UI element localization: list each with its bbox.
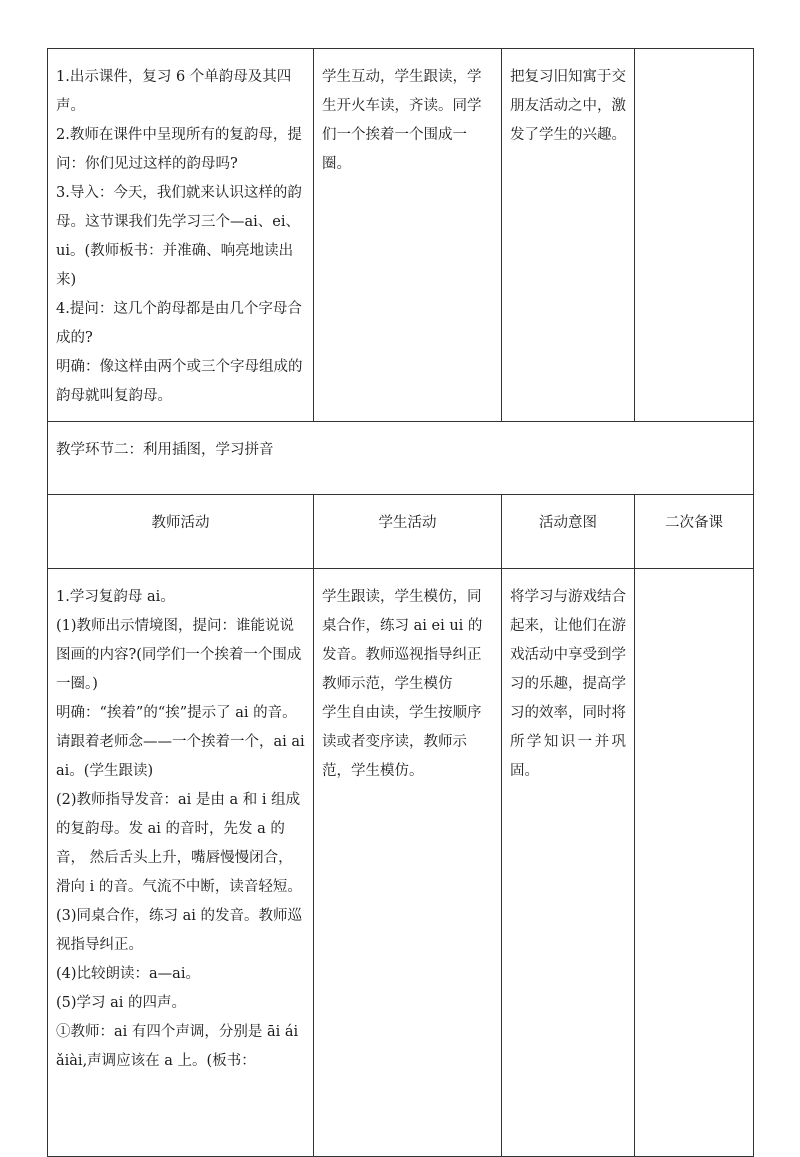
section1-teacher-line: 明确：像这样由两个或三个字母组成的韵母就叫复韵母。 <box>56 359 303 404</box>
section2-teacher-line: 1.学习复韵母 ai。 <box>56 589 175 605</box>
section2-title-row <box>48 422 754 495</box>
section2-student-activity-cell <box>314 569 502 1157</box>
section1-student-text: 学生互动，学生跟读，学生开火车读，齐读。同学们一个挨着一个围成一圈。 <box>322 69 482 172</box>
section2-teacher-line: 明确：“挨着”的“挨”提示了 ai 的音。请跟着老师念——一个挨着一个，ai ai ai。(学生跟读) <box>56 705 305 779</box>
section2-teacher-line: (4)比较朗读：a—ai。 <box>56 966 200 982</box>
section1-row <box>48 49 754 422</box>
header-student-activity: 学生活动 <box>314 495 502 569</box>
section2-title: 教学环节二：利用插图，学习拼音 <box>56 442 274 458</box>
lesson-plan-page <box>47 48 753 1157</box>
section2-student-line: 学生自由读，学生按顺序读或者变序读，教师示范，学生模仿。 <box>322 705 482 779</box>
column-header-row <box>48 495 754 569</box>
section2-intent-cell <box>502 569 635 1157</box>
section2-notes-cell <box>635 569 754 1157</box>
header-teacher-activity: 教师活动 <box>48 495 314 569</box>
section2-teacher-line: (3)同桌合作，练习 ai 的发音。教师巡视指导纠正。 <box>56 908 303 953</box>
section1-teacher-line: 2.教师在课件中呈现所有的复韵母，提问：你们见过这样的韵母吗? <box>56 127 302 172</box>
section2-student-line: 学生跟读，学生模仿，同桌合作，练习 ai ei ui 的发音。教师巡视指导纠正 教师示范，学生模仿 <box>322 589 483 692</box>
header-intent: 活动意图 <box>502 495 635 569</box>
section2-teacher-line: (2)教师指导发音：ai 是由 a 和 i 组成的复韵母。发 ai 的音时，先发 a 的音， 然后舌头上升，嘴唇慢慢闭合，滑向 i 的音。气流不中断，读音轻短。 <box>56 792 302 895</box>
section1-intent-text: 把复习旧知寓于交朋友活动之中，激发了学生的兴趣。 <box>510 69 626 143</box>
section2-teacher-line: (1)教师出示情境图，提问：谁能说说图画的内容?(同学们一个挨着一个围成一圈。) <box>56 618 302 692</box>
section1-teacher-line: 4.提问：这几个韵母都是由几个字母合成的? <box>56 301 302 346</box>
section2-teacher-line: ①教师：ai 有四个声调，分别是 āi ái ǎiài,声调应该在 a 上。(板书： <box>56 1024 299 1069</box>
section1-student-activity-cell <box>314 49 502 422</box>
section1-teacher-activity-cell <box>48 49 314 422</box>
lesson-plan-table <box>47 48 754 1157</box>
section1-notes-cell <box>635 49 754 422</box>
section2-row <box>48 569 754 1157</box>
section2-teacher-line: (5)学习 ai 的四声。 <box>56 995 187 1011</box>
section1-teacher-line: 3.导入：今天，我们就来认识这样的韵母。这节课我们先学习三个—ai、ei、ui。(教师板书：并准确、响亮地读出来) <box>56 185 302 288</box>
section2-intent-text: 将学习与游戏结合起来，让他们在游戏活动中享受到学习的乐趣，提高学习的效率，同时将所学知识一并巩固。 <box>510 589 626 779</box>
section1-teacher-line: 1.出示课件，复习 6 个单韵母及其四声。 <box>56 69 292 114</box>
header-notes: 二次备课 <box>635 495 754 569</box>
section1-intent-cell <box>502 49 635 422</box>
section2-teacher-activity-cell <box>48 569 314 1157</box>
section2-title-cell <box>48 422 754 495</box>
